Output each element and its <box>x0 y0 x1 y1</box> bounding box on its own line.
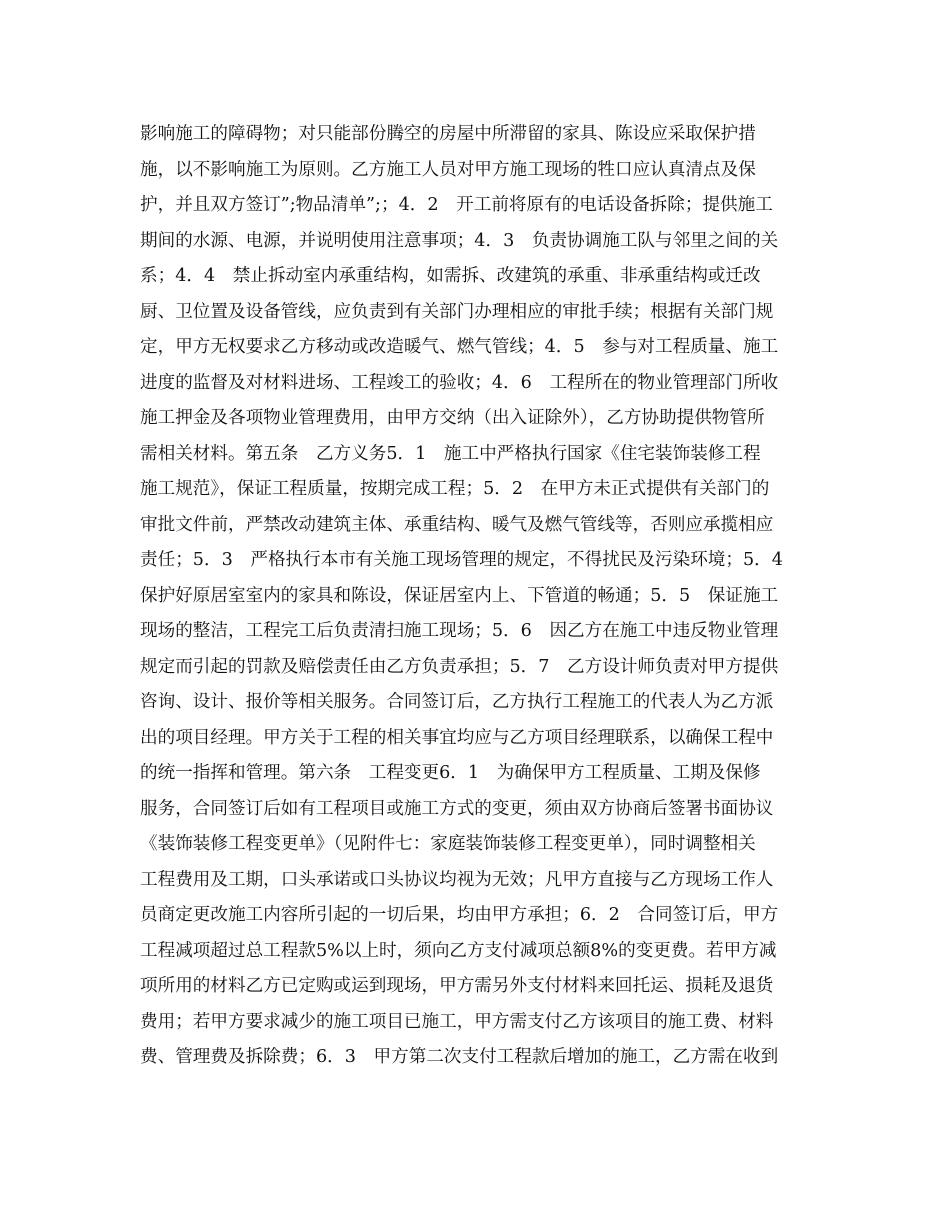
text-line: 现场的整洁，工程完工后负责清扫施工现场；5．6 因乙方在施工中违反物业管理 <box>140 621 779 641</box>
text-line: 护，并且双方签订”;物品清单”;；4．2 开工前将原有的电话设备拆除；提供施工 <box>140 195 773 215</box>
text-line: 工程费用及工期，口头承诺或口头协议均视为无效；凡甲方直接与乙方现场工作人 <box>140 869 774 890</box>
text-line: 费用；若甲方要求减少的施工项目已施工，甲方需支付乙方该项目的施工费、材料 <box>140 1011 774 1032</box>
text-line: 的统一指挥和管理。第六条 工程变更6．1 为确保甲方工程质量、工期及保修 <box>140 763 761 783</box>
text-line: 出的项目经理。甲方关于工程的相关事宜均应与乙方项目经理联系，以确保工程中 <box>140 727 774 748</box>
text-line: 进度的监督及对材料进场、工程竣工的验收；4．6 工程所在的物业管理部门所收 <box>140 372 779 393</box>
text-line: 《装饰装修工程变更单》（见附件七：家庭装饰装修工程变更单），同时调整相关 <box>140 834 756 854</box>
text-line: 厨、卫位置及设备管线，应负责到有关部门办理相应的审批手续；根据有关部门规 <box>140 301 774 322</box>
text-line: 需相关材料。第五条 乙方义务5．1 施工中严格执行国家《住宅装饰装修工程 <box>140 443 761 464</box>
text-line: 施工押金及各项物业管理费用，由甲方交纳（出入证除外），乙方协助提供物管所 <box>140 408 765 428</box>
text-line: 费、管理费及拆除费；6．3 甲方第二次支付工程款后增加的施工，乙方需在收到 <box>140 1047 779 1067</box>
contract-body-text <box>140 117 820 1076</box>
text-line: 工程减项超过总工程款5%以上时，须向乙方支付减项总额8%的变更费。若甲方减 <box>140 940 777 961</box>
text-line: 审批文件前，严禁改动建筑主体、承重结构、暖气及燃气管线等，否则应承揽相应 <box>140 514 774 535</box>
text-line: 影响施工的障碍物；对只能部份腾空的房屋中所滞留的家具、陈设应采取保护措 <box>140 124 756 144</box>
text-line: 施，以不影响施工为原则。乙方施工人员对甲方施工现场的牲口应认真清点及保 <box>140 159 756 180</box>
text-line: 服务，合同签订后如有工程项目或施工方式的变更，须由双方协商后签署书面协议 <box>140 798 774 819</box>
text-line: 咨询、设计、报价等相关服务。合同签订后，乙方执行工程施工的代表人为乙方派 <box>140 692 774 712</box>
text-line: 项所用的材料乙方已定购或运到现场，甲方需另外支付材料来回托运、损耗及退货 <box>140 976 774 996</box>
text-line: 期间的水源、电源，并说明使用注意事项；4．3 负责协调施工队与邻里之间的关 <box>140 230 779 251</box>
text-line: 保护好原居室室内的家具和陈设，保证居室内上、下管道的畅通；5．5 保证施工 <box>140 585 779 606</box>
text-line: 员商定更改施工内容所引起的一切后果，均由甲方承担；6．2 合同签订后，甲方 <box>140 905 779 925</box>
text-line: 规定而引起的罚款及赔偿责任由乙方负责承担；5．7 乙方设计师负责对甲方提供 <box>140 656 779 677</box>
text-line: 施工规范》，保证工程质量，按期完成工程；5．2 在甲方未正式提供有关部门的 <box>140 479 770 499</box>
text-line: 定，甲方无权要求乙方移动或改造暖气、燃气管线；4．5 参与对工程质量、施工 <box>140 337 779 357</box>
text-line: 系；4．4 禁止拆动室内承重结构，如需拆、改建筑的承重、非承重结构或迁改 <box>140 266 761 286</box>
text-line: 责任；5．3 严格执行本市有关施工现场管理的规定，不得扰民及污染环境；5．4 <box>140 550 783 570</box>
